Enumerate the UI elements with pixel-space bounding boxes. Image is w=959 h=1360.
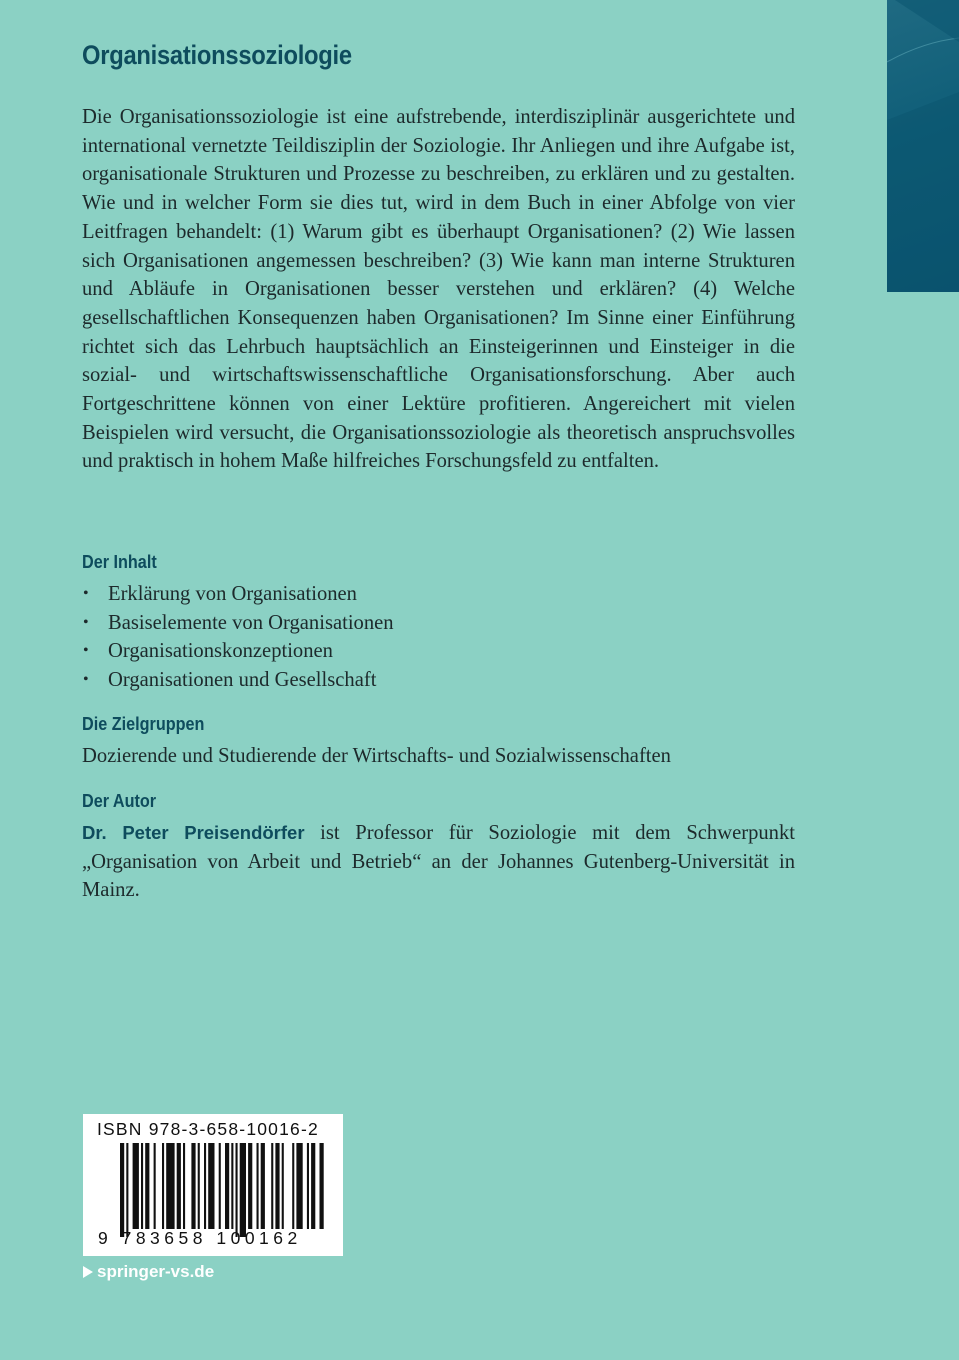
barcode-bar xyxy=(191,1143,195,1229)
barcode-bar xyxy=(198,1143,200,1229)
author-heading: Der Autor xyxy=(82,791,157,811)
barcode-bar xyxy=(120,1143,124,1237)
barcode-bar xyxy=(261,1143,265,1229)
stripe-pattern xyxy=(887,0,959,292)
barcode-bar xyxy=(248,1143,252,1229)
barcode-bar xyxy=(231,1143,233,1229)
barcode-bar xyxy=(183,1143,185,1229)
barcode-bar xyxy=(162,1143,164,1229)
barcode-bar xyxy=(307,1143,309,1229)
barcode-bar xyxy=(177,1143,181,1229)
barcode-bar xyxy=(271,1143,273,1229)
barcode-bar xyxy=(133,1143,139,1229)
book-title: Organisationssoziologie xyxy=(82,40,352,70)
isbn-label: ISBN 978-3-658-10016-2 xyxy=(97,1119,319,1139)
triangle-arrow-icon xyxy=(83,1266,93,1278)
barcode-bar xyxy=(141,1143,143,1229)
barcode-bar xyxy=(292,1143,294,1229)
publisher-link[interactable] xyxy=(83,1262,214,1282)
barcode-bar xyxy=(225,1143,229,1229)
barcode-bar xyxy=(154,1143,156,1229)
barcode-bar xyxy=(208,1143,214,1229)
audience-heading: Die Zielgruppen xyxy=(82,714,205,734)
book-description: Die Organisationssoziologie ist eine aufstrebende, interdisziplinär ausgerichtete und international vernetzte Teildisziplin der Soziologie. Ihr Anliegen und ihre Aufgabe ist, organisationale Strukturen und Prozesse zu beschreiben, zu erklären und zu gestalten. Wie und in welcher Form sie dies tut, wird in dem Buch in einer Abfolge von vier Leitfragen behandelt: (1) Warum gibt es überhaupt Organisationen? (2) Wie lassen sich Organisationen angemessen beschreiben? (3) Wie kann man interne Strukturen und Abläufe in Organisationen besser verstehen und erklären? (4) Welche gesellschaftlichen Konsequenzen haben Organisationen? Im Sinne einer Einführung richtet sich das Lehrbuch hauptsächlich an Einsteigerinnen und Einsteiger in die sozial- und wirtschaftswissenschaftliche Organisationsforschung. Aber auch Fortgeschrittene können von einer Lektüre profitieren. Angereichert mit vielen Beispielen wird versucht, die Organisationssoziologie als theoretisch anspruchsvolles und praktisch in hohem Maße hilfreiches Forschungsfeld zu entfalten. xyxy=(82,106,795,473)
barcode-bar xyxy=(126,1143,128,1237)
list-item: • Basiselemente von Organisationen xyxy=(82,609,795,638)
list-item: • Organisationen und Gesellschaft xyxy=(82,666,795,695)
ean-digits: 9 783658 100162 xyxy=(98,1228,302,1248)
content-list xyxy=(82,580,795,695)
barcode-box xyxy=(83,1114,343,1256)
corner-decoration xyxy=(887,0,959,292)
list-item: • Organisationskonzeptionen xyxy=(82,637,795,666)
audience-text: Dozierende und Studierende der Wirtschafts- und Sozialwissenschaften xyxy=(82,745,671,767)
publisher-label: springer-vs.de xyxy=(97,1262,215,1281)
author-bio xyxy=(82,819,795,905)
barcode-bar xyxy=(219,1143,221,1229)
barcode-bar xyxy=(282,1143,284,1229)
barcode-bar xyxy=(236,1143,238,1237)
author-name: Dr. Peter Preisendörfer xyxy=(82,822,305,843)
barcode-bar xyxy=(275,1143,279,1229)
barcode-bar xyxy=(204,1143,206,1229)
barcode-bar xyxy=(240,1143,246,1237)
barcode-bar xyxy=(296,1143,302,1229)
barcode-bar xyxy=(320,1143,324,1229)
barcode-bar xyxy=(145,1143,149,1229)
barcode-bar xyxy=(257,1143,259,1229)
author-bio-text: ist Professor für Soziologie mit dem Schwerpunkt „Organisation von Arbeit und Betrieb“ an der Johannes Gutenberg-Universität in Mainz. xyxy=(82,822,795,902)
barcode-bar xyxy=(311,1143,315,1229)
barcode-bar xyxy=(166,1143,174,1229)
content-heading: Der Inhalt xyxy=(82,552,157,572)
list-item: • Erklärung von Organisationen xyxy=(82,580,795,609)
